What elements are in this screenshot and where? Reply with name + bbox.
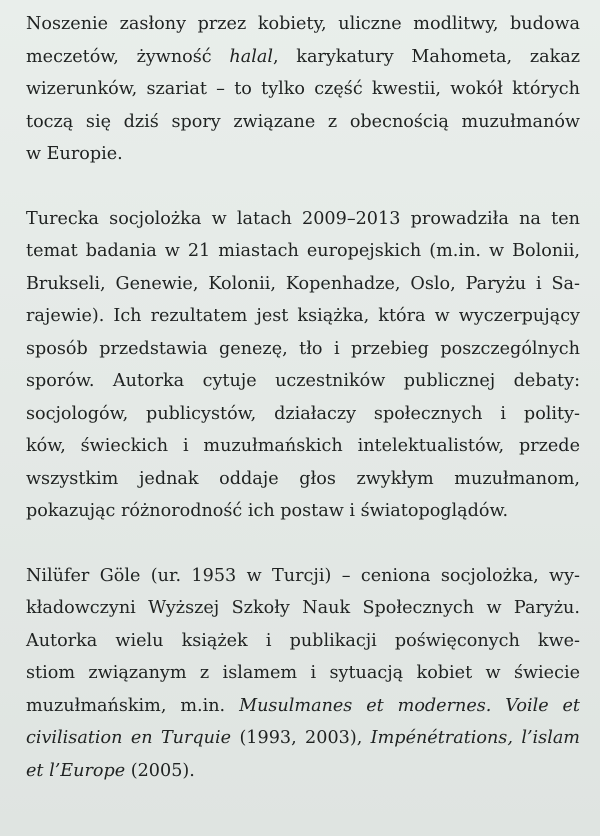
paragraph-intro — [26, 8, 580, 171]
text-line: wizerunków, szariat – to tylko część kwestii, wokół których — [26, 79, 580, 99]
text-line: wszystkim jednak oddaje głos zwykłym muzułmanom, — [26, 468, 580, 489]
text-line: temat badania w 21 miastach europejskich (m.in. w Bolonii, — [26, 241, 580, 261]
text-line: Noszenie zasłony przez kobiety, uliczne modlitwy, budowa — [26, 14, 580, 34]
text-line-with-italic — [26, 690, 580, 723]
text-line-with-italic — [26, 722, 580, 755]
italic-book-title-1: Musulmanes et modernes. Voile et — [239, 695, 580, 716]
text-line: sporów. Autorka cytuje uczestników publicznej debaty: — [26, 371, 580, 391]
text-line: stiom związanym z islamem i sytuacją kobiet w świecie — [26, 663, 580, 683]
text-line: Turecka socjolożka w latach 2009–2013 prowadziła na ten — [26, 208, 580, 229]
text-fragment: (2005). — [125, 760, 195, 781]
text-line: rajewie). Ich rezultatem jest książka, która w wyczerpujący — [26, 306, 580, 326]
italic-book-title-2: Impénétrations, l’islam — [370, 728, 580, 748]
text-line: toczą się dziś spory związane z obecnością muzułmanów — [26, 111, 580, 132]
text-fragment: meczetów, żywność — [26, 46, 230, 67]
italic-book-title-1-cont: civilisation en Turquie — [26, 728, 232, 748]
italic-book-title-2-cont: et l’Europe — [26, 760, 126, 781]
text-line: Brukseli, Genewie, Kolonii, Kopenhadze, Oslo, Paryżu i Sa- — [26, 273, 580, 294]
text-line-with-italic — [26, 755, 580, 788]
text-fragment: , karykatury Mahometa, zakaz — [272, 46, 580, 67]
text-line: Autorka wielu książek i publikacji poświęconych kwe- — [26, 630, 580, 651]
text-fragment: (1993, 2003), — [231, 728, 371, 748]
paragraph-research — [26, 203, 580, 528]
text-line: Nilüfer Göle (ur. 1953 w Turcji) – ceniona socjolożka, wy- — [26, 565, 580, 586]
text-line: pokazując różnorodność ich postaw i światopoglądów. — [26, 501, 509, 521]
text-line: kładowczyni Wyższej Szkoły Nauk Społecznych w Paryżu. — [26, 598, 580, 618]
text-line: sposób przedstawia genezę, tło i przebieg poszczególnych — [26, 338, 580, 359]
paragraph-author-bio — [26, 560, 580, 788]
text-line: ków, świeckich i muzułmańskich intelektualistów, przede — [26, 436, 580, 456]
text-line: socjologów, publicystów, działaczy społecznych i polity- — [26, 403, 580, 424]
text-line-with-italic — [26, 41, 580, 74]
text-line: w Europie. — [26, 144, 123, 164]
italic-term-halal: halal — [229, 46, 273, 67]
text-fragment: muzułmańskim, m.in. — [26, 695, 240, 716]
